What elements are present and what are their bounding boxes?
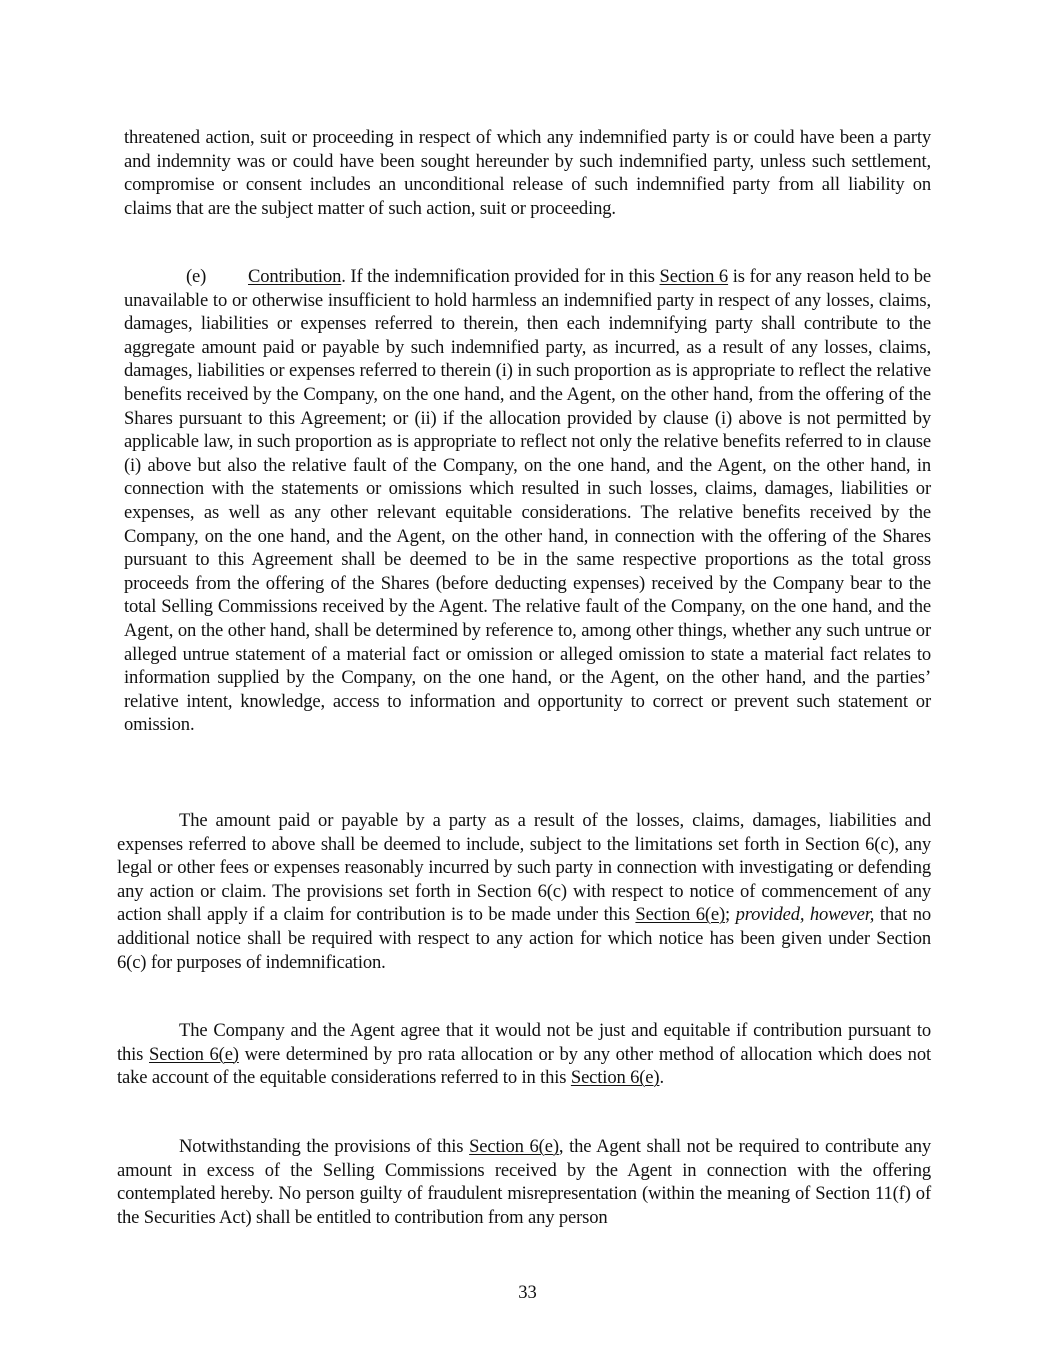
underlined-reference: Section 6(e) — [635, 904, 726, 926]
paragraph-notwithstanding-provisions — [117, 1135, 931, 1229]
paragraph-settlement-continuation — [124, 126, 931, 220]
text-run: , the Agent shall not be required to contribute any amount in excess of the Selling Commissions received by the Agent in connection with the offering contemplated hereby. No person guilty of fraudulent misrepresentation (within the meaning of Section 11(f) of the Securities Act) shall be entitled to contribution from any person — [117, 1136, 932, 1228]
text-run: The Company and the Agent agree that it would not be just and equitable if contribution pursuant to this — [117, 1020, 931, 1065]
italic-text: provided, however, — [735, 904, 875, 926]
underlined-reference: Section 6 — [659, 266, 729, 287]
paragraph-amount-paid-or-payable — [117, 809, 931, 974]
text-run: ; — [725, 904, 736, 926]
underlined-reference: Contribution — [248, 266, 342, 287]
paragraph-pro-rata-allocation — [117, 1019, 931, 1090]
underlined-reference: Section 6(e) — [469, 1136, 559, 1157]
text-run: Notwithstanding the provisions of this — [179, 1136, 470, 1157]
page-number: 33 — [518, 1282, 537, 1303]
paragraph-contribution-section-6e — [124, 265, 931, 737]
text-run: threatened action, suit or proceeding in respect of which any indemnified party is or could have been a party and indemnity was or could have been sought hereunder by such indemnified party, unless such settlement, compromise or consent includes an unconditional release of such indemnified party from all liability on claims that are the subject matter of such action, suit or proceeding. — [124, 127, 931, 219]
underlined-reference: Section 6(e) — [149, 1043, 239, 1065]
text-run: is for any reason held to be unavailable to or otherwise insufficient to hold harmless an indemnified party in respect of any losses, claims, damages, liabilities or expenses referred to therein, then each indemnifying party shall contribute to the aggregate amount paid or payable by such indemnified party, as incurred, as a result of any losses, claims, damages, liabilities or expenses referred to therein (i) in such proportion as is appropriate to reflect the relative benefits received by the Company, on the one hand, and the Agent, on the other hand, from the offering of the Shares pursuant to this Agreement; or (ii) if the allocation provided by clause (i) above is not permitted by applicable law, in such proportion as is appropriate to reflect not only the relative benefits referred to in clause (i) above but also the relative fault of the Company, on the one hand, and the Agent, on the other hand, in connection with the statements or omissions which resulted in such losses, claims, damages, liabilities or expenses, as well as any other relevant equitable considerations. The relative benefits received by the Company, on the one hand, and the Agent, on the other hand, in connection with the offering of the Shares pursuant to this Agreement shall be deemed to be in the same respective proportions as the total gross proceeds from the offering of the Shares (before deducting expenses) received by the Company bear to the total Selling Commissions received by the Agent. The relative fault of the Company, on the one hand, and the Agent, on the other hand, shall be determined by reference to, among other things, whether any such untrue or alleged untrue statement of a material fact or omission or alleged omission to state a material fact relates to information supplied by the Company, on the one hand, or the Agent, on the other hand, and the parties’ relative intent, knowledge, access to information and opportunity to correct or prevent such statement or omission. — [124, 266, 931, 736]
text-run: that no additional notice shall be required with respect to any action for which notice has been given under Section 6(c) for purposes of indemnification. — [117, 904, 932, 973]
text-run: were determined by pro rata allocation or by any other method of allocation which does not take account of the equitable considerations referred to in this — [117, 1043, 931, 1089]
text-run: . — [659, 1067, 664, 1089]
text-run: The amount paid or payable by a party as a result of the losses, claims, damages, liabilities and expenses referred to above shall be deemed to include, subject to the limitations set forth in Section 6(c), any legal or other fees or expenses reasonably incurred by such party in connection with investigating or defending any action or claim. The provisions set forth in Section 6(c) with respect to notice of commencement of any action shall apply if a claim for contribution is to be made under this — [117, 810, 931, 926]
text-run: . If the indemnification provided for in this — [341, 266, 660, 287]
subsection-label: (e) — [186, 266, 207, 287]
underlined-reference: Section 6(e) — [570, 1067, 660, 1089]
